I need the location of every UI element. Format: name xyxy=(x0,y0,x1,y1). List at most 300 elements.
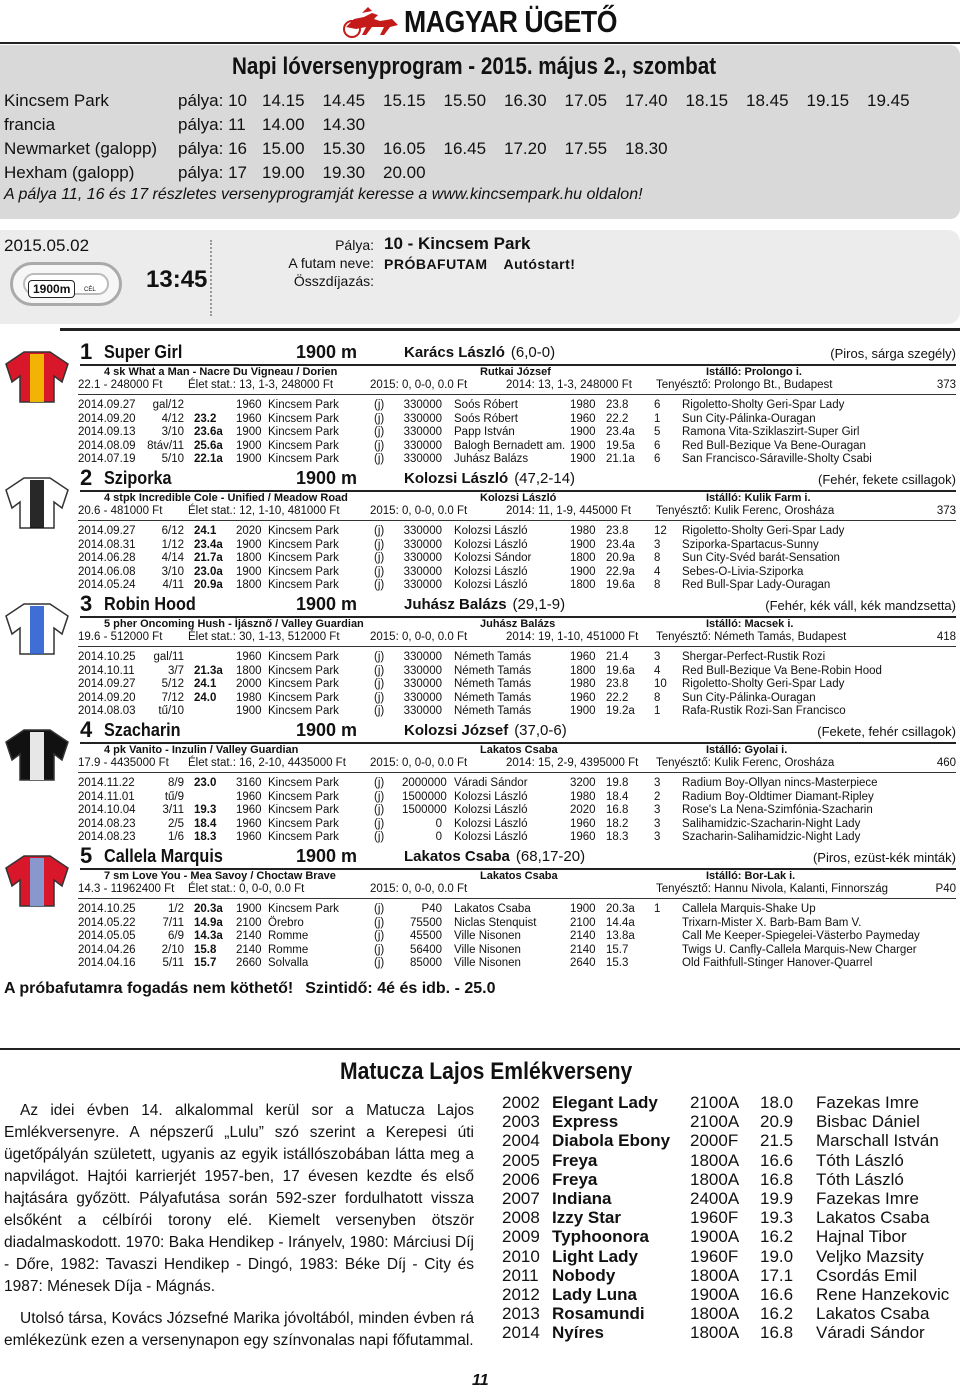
page-title: Napi lóversenyprogram - 2015. május 2., szombat xyxy=(232,53,717,80)
form-cell: 1960 xyxy=(236,804,262,816)
race-values xyxy=(384,234,575,274)
form-cell: Soós Róbert xyxy=(454,412,518,425)
race-time: 13:45 xyxy=(146,266,208,293)
form-cell: (j) xyxy=(374,831,385,843)
form-row xyxy=(78,777,958,791)
form-row xyxy=(78,552,958,566)
form-cell: 1500000 xyxy=(402,790,447,803)
form-cell: 4/12 xyxy=(161,412,184,425)
time-slot: 14.30 xyxy=(322,115,366,134)
form-cell: Kincsem Park xyxy=(268,538,339,551)
form-cell: 1900 xyxy=(570,538,596,551)
form-cell: 1800 xyxy=(236,552,262,564)
best-time: 19.6 - 512000 Ft xyxy=(78,631,163,643)
form-cell: 1 xyxy=(654,705,661,717)
form-cell: 16.8 xyxy=(606,804,629,816)
form-cell: 14.9a xyxy=(194,916,223,929)
form-cell: Ville Nisonen xyxy=(454,943,521,956)
form-cell: Kolozsi László xyxy=(454,790,528,803)
stable: Istálló: Bor-Lak i. xyxy=(706,870,796,882)
form-cell: 2140 xyxy=(236,930,262,942)
form-row xyxy=(78,930,958,944)
prev-year-stat: 2014: 11, 1-9, 445000 Ft xyxy=(506,505,632,517)
form-cell: 20.3a xyxy=(606,903,635,915)
form-table xyxy=(78,903,958,971)
form-cell: 21.4 xyxy=(606,651,629,663)
form-cell: 330000 xyxy=(403,691,442,704)
winner-row xyxy=(502,1151,942,1170)
form-row xyxy=(78,692,958,706)
form-cell: 19.3 xyxy=(194,804,217,816)
winner-cell: Váradi Sándor xyxy=(816,1323,925,1343)
time-slot: 14.15 xyxy=(262,91,305,110)
form-cell: 23.4a xyxy=(606,426,635,438)
form-cell: 1960 xyxy=(236,817,262,830)
driver xyxy=(404,848,585,865)
time-slot: 14.45 xyxy=(322,91,366,110)
breeder: Tenyésztő: Kulik Ferenc, Orosháza xyxy=(656,757,835,769)
driver-stat: (37,0-6) xyxy=(514,722,567,739)
runner-number: 2 xyxy=(80,465,93,490)
form-cell: 7/11 xyxy=(162,916,184,929)
form-cell: 8 xyxy=(654,552,661,564)
form-cell: 3 xyxy=(654,777,661,789)
pedigree: 5 pher Oncoming Hush - Íjásznő / Valley Guardian xyxy=(104,618,364,630)
form-cell: 6/12 xyxy=(161,525,184,537)
winner-cell: 16.6 xyxy=(760,1284,794,1304)
runner-id: P40 xyxy=(935,883,956,895)
form-cell: (j) xyxy=(374,664,385,677)
form-cell: (j) xyxy=(374,412,385,425)
form-cell: Sziporka-Spartacus-Sunny xyxy=(682,538,819,551)
form-cell: 24.1 xyxy=(194,525,217,537)
form-cell: Kincsem Park xyxy=(268,412,339,425)
runner-number: 4 xyxy=(80,717,93,742)
form-cell: tű/9 xyxy=(164,790,184,803)
time-slot: 17.55 xyxy=(564,139,608,158)
form-cell: 14.4a xyxy=(606,916,635,929)
form-cell: 1900 xyxy=(236,903,262,915)
time-slot: 15.00 xyxy=(262,139,305,158)
form-cell: (j) xyxy=(374,916,385,929)
winner-row xyxy=(502,1189,942,1208)
form-row xyxy=(78,791,958,805)
winner-row xyxy=(502,1323,942,1342)
winner-row xyxy=(502,1304,942,1323)
form-cell: Trixarn-Mister X. Barb-Bam Bam V. xyxy=(682,916,862,929)
label-prize: Összdíjazás: xyxy=(293,273,374,289)
form-cell: 3/10 xyxy=(161,426,184,438)
year-stat: 2015: 0, 0-0, 0.0 Ft xyxy=(370,505,468,517)
form-cell: 2014.10.25 xyxy=(78,903,136,915)
winner-cell: 19.9 xyxy=(760,1188,794,1208)
form-cell: 330000 xyxy=(403,453,442,465)
runner-number: 1 xyxy=(80,339,93,364)
form-cell: 1900 xyxy=(570,565,596,578)
stats-divider xyxy=(78,646,956,647)
winner-cell: Typhoonora xyxy=(552,1227,649,1247)
form-table xyxy=(78,399,958,467)
form-cell: 25.6a xyxy=(194,439,223,452)
form-cell: 1900 xyxy=(236,439,262,452)
winner-cell: Indiana xyxy=(552,1188,612,1208)
form-cell: San Francisco-Sáraville-Sholty Csabi xyxy=(682,453,872,465)
form-cell: 1900 xyxy=(570,453,596,465)
form-cell: Old Faithfull-Stinger Hanover-Quarrel xyxy=(682,957,873,969)
form-cell: tű/10 xyxy=(158,705,184,717)
form-cell: Kincsem Park xyxy=(268,579,339,591)
time-slot: 16.30 xyxy=(504,91,547,110)
form-cell: 3/11 xyxy=(162,804,184,816)
form-row xyxy=(78,525,958,539)
schedule-row xyxy=(4,162,444,184)
driver-stat: (68,17-20) xyxy=(515,848,586,865)
winner-cell: 17.1 xyxy=(760,1265,794,1285)
form-cell: Kincsem Park xyxy=(268,790,339,803)
winner-cell: 2003 xyxy=(502,1112,540,1132)
year-stat: 2015: 0, 0-0, 0.0 Ft xyxy=(370,379,468,391)
form-cell: 2014.09.27 xyxy=(78,678,136,690)
winner-cell: 2005 xyxy=(502,1150,540,1170)
winner-cell: Freya xyxy=(552,1169,598,1189)
form-cell: 1500000 xyxy=(402,804,447,816)
form-cell: 85000 xyxy=(410,957,442,969)
label-race-name: A futam neve: xyxy=(288,255,374,271)
form-cell: Kincsem Park xyxy=(268,903,339,915)
section-divider xyxy=(60,328,960,331)
form-cell: 1900 xyxy=(570,426,596,438)
winner-cell: 2008 xyxy=(502,1208,540,1228)
form-cell: 1900 xyxy=(570,903,596,915)
form-cell: 2014.04.26 xyxy=(78,943,136,956)
form-cell: Romme xyxy=(268,930,309,942)
form-cell: Kincsem Park xyxy=(268,426,339,438)
winner-cell: Diabola Ebony xyxy=(552,1131,671,1151)
form-row xyxy=(78,917,958,931)
form-cell: 330000 xyxy=(403,705,442,717)
form-cell: 8 xyxy=(654,579,661,591)
form-cell: 330000 xyxy=(403,412,442,425)
year-stat: 2015: 0, 0-0, 0.0 Ft xyxy=(370,757,468,769)
form-table xyxy=(78,651,958,719)
owner: Lakatos Csaba xyxy=(480,870,558,882)
form-cell: 2014.09.13 xyxy=(78,426,136,438)
form-cell: 2014.08.23 xyxy=(78,817,136,830)
schedule-times xyxy=(262,163,444,183)
form-cell: Rigoletto-Sholty Geri-Spar Lady xyxy=(682,525,845,537)
form-cell: 56400 xyxy=(410,943,442,956)
form-row xyxy=(78,453,958,467)
jockey-silk-icon xyxy=(4,474,70,530)
form-row xyxy=(78,566,958,580)
time-slot: 16.05 xyxy=(383,139,426,158)
form-cell: Kincsem Park xyxy=(268,804,339,816)
jockey-silk-icon xyxy=(4,852,70,908)
horse-name: Super Girl xyxy=(104,342,183,362)
winner-cell: 19.3 xyxy=(760,1208,794,1228)
form-cell: 330000 xyxy=(403,651,442,663)
winner-cell: 1800A xyxy=(690,1323,740,1343)
prev-year-stat: 2014: 15, 2-9, 4395000 Ft xyxy=(506,757,639,769)
silk-colors-text: (Fekete, fehér csillagok) xyxy=(817,724,956,739)
form-cell: 2014.05.24 xyxy=(78,579,136,591)
time-slot: 17.20 xyxy=(504,139,547,158)
form-cell: Sun City-Svéd barát-Sensation xyxy=(682,552,840,564)
form-cell: 0 xyxy=(435,817,442,830)
runner-card xyxy=(0,339,960,466)
runner-card xyxy=(0,717,960,844)
schedule-row xyxy=(4,138,686,160)
best-time: 20.6 - 481000 Ft xyxy=(78,505,163,517)
driver-name: Kolozsi László xyxy=(404,470,509,487)
breeder: Tenyésztő: Hannu Nivola, Kalanti, Finnország xyxy=(656,883,889,895)
form-cell: Németh Tamás xyxy=(454,678,532,690)
form-cell: 1800 xyxy=(570,552,596,564)
betting-note-text: A próbafutamra fogadás nem köthető! xyxy=(4,980,294,997)
form-cell: 3/10 xyxy=(161,565,184,578)
winner-cell: 1800A xyxy=(690,1304,740,1324)
form-cell: Kincsem Park xyxy=(268,678,339,690)
form-row xyxy=(78,957,958,971)
form-cell: 330000 xyxy=(403,525,442,537)
schedule-track: pálya: 16 xyxy=(178,139,247,158)
form-cell: 20.9a xyxy=(194,579,223,591)
owner: Kolozsi László xyxy=(480,492,557,504)
horse-name: Szacharin xyxy=(104,720,181,740)
form-cell: Németh Tamás xyxy=(454,705,532,717)
driver xyxy=(404,470,575,487)
form-cell: Red Bull-Bezique Va Bene-Ouragan xyxy=(682,439,866,452)
form-cell: 21.1a xyxy=(606,453,635,465)
form-cell: 75500 xyxy=(410,916,442,929)
form-cell: 2014.08.23 xyxy=(78,831,136,843)
form-cell: 1 xyxy=(654,903,661,915)
form-row xyxy=(78,579,958,593)
form-cell: (j) xyxy=(374,691,385,704)
winner-cell: 2100A xyxy=(690,1112,740,1132)
time-slot: 16.45 xyxy=(443,139,487,158)
form-cell: Twigs U. Canfly-Callela Marquis-New Charger xyxy=(682,943,917,956)
runner-id: 460 xyxy=(936,757,956,769)
form-cell: 2014.09.20 xyxy=(78,691,136,704)
form-cell: 1960 xyxy=(236,831,262,843)
form-cell: Salihamidzic-Szacharin-Night Lady xyxy=(682,817,861,830)
runner-number: 5 xyxy=(80,843,93,868)
form-cell: 3 xyxy=(654,817,661,830)
winner-cell: Rene Hanzekovic xyxy=(816,1284,950,1304)
form-cell: 23.0 xyxy=(194,777,217,789)
winner-cell: Izzy Star xyxy=(552,1208,621,1228)
winner-cell: 1960F xyxy=(690,1208,739,1228)
form-cell: 1800 xyxy=(570,664,596,677)
form-cell: Németh Tamás xyxy=(454,691,532,704)
form-cell: 22.2 xyxy=(606,691,629,704)
schedule-track: pálya: 17 xyxy=(178,163,247,182)
winner-cell: Fazekas Imre xyxy=(816,1188,919,1208)
runner-distance: 1900 m xyxy=(296,594,358,614)
horse-name: Callela Marquis xyxy=(104,846,223,866)
stable: Istálló: Kulik Farm i. xyxy=(706,492,811,504)
schedule-times xyxy=(262,91,928,111)
silk-colors-text: (Piros, sárga szegély) xyxy=(830,346,956,361)
runner-stats xyxy=(78,631,956,645)
form-cell: 3200 xyxy=(570,777,596,789)
form-cell: 1/12 xyxy=(161,538,184,551)
winner-cell: Freya xyxy=(552,1150,598,1170)
form-row xyxy=(78,831,958,845)
time-slot: 15.30 xyxy=(322,139,366,158)
form-cell: 3 xyxy=(654,538,661,551)
winner-cell: Hajnal Tibor xyxy=(816,1227,907,1247)
brand-header xyxy=(340,4,652,40)
form-cell: 330000 xyxy=(403,552,442,564)
form-cell: 2014.06.08 xyxy=(78,565,136,578)
winner-cell: Lakatos Csaba xyxy=(816,1304,930,1324)
race-name: PRÓBAFUTAM xyxy=(384,256,488,272)
form-cell: 19.8 xyxy=(606,777,629,789)
form-cell: Sun City-Pálinka-Ouragan xyxy=(682,412,816,425)
form-cell: 2014.09.27 xyxy=(78,525,136,537)
form-cell: 4/14 xyxy=(161,552,184,564)
past-winners-table xyxy=(502,1093,950,1343)
schedule-row xyxy=(4,90,928,112)
winner-cell: 2004 xyxy=(502,1131,540,1151)
winner-cell: Nyíres xyxy=(552,1323,604,1343)
form-cell: 2014.11.01 xyxy=(78,790,135,803)
winner-cell: 2009 xyxy=(502,1227,540,1247)
schedule-note: A pálya 11, 16 és 17 részletes versenyprogramját keresse a www.kincsempark.hu oldalon! xyxy=(4,186,643,203)
form-cell: Radium Boy-Ollyan nincs-Masterpiece xyxy=(682,777,878,789)
form-cell: Romme xyxy=(268,943,309,956)
winner-cell: 16.8 xyxy=(760,1169,794,1189)
winner-cell: Marschall István xyxy=(816,1131,939,1151)
form-cell: Rose's La Nena-Szimfónia-Szacharin xyxy=(682,804,873,816)
best-time: 17.9 - 4435000 Ft xyxy=(78,757,169,769)
stats-divider xyxy=(78,520,956,521)
form-cell: Németh Tamás xyxy=(454,651,532,663)
runner-number: 3 xyxy=(80,591,93,616)
form-cell: 1960 xyxy=(570,831,596,843)
form-cell: Sebes-O-Livia-Sziporka xyxy=(682,565,804,578)
form-cell: 1960 xyxy=(570,412,596,425)
form-cell: Kolozsi László xyxy=(454,831,528,843)
form-cell: 12 xyxy=(654,525,667,537)
form-cell: 1900 xyxy=(236,453,262,465)
form-cell: Kincsem Park xyxy=(268,399,339,411)
winner-row xyxy=(502,1093,942,1112)
brand-name: MAGYAR ÜGETŐ xyxy=(404,4,618,39)
form-cell: 1800 xyxy=(570,579,596,591)
form-cell: 2014.05.22 xyxy=(78,916,136,929)
winner-cell: Nobody xyxy=(552,1265,616,1285)
winner-cell: Express xyxy=(552,1112,619,1132)
form-cell: Váradi Sándor xyxy=(454,777,528,789)
form-cell: (j) xyxy=(374,817,385,830)
form-cell: Kolozsi László xyxy=(454,579,528,591)
form-cell: 2014.07.19 xyxy=(78,453,136,465)
form-cell: Rigoletto-Sholty Geri-Spar Lady xyxy=(682,678,845,690)
form-cell: (j) xyxy=(374,552,385,564)
winner-cell: Lady Luna xyxy=(552,1284,638,1304)
schedule-times xyxy=(262,139,686,159)
form-cell: Papp István xyxy=(454,426,515,438)
stats-divider xyxy=(78,772,956,773)
form-cell: 1900 xyxy=(236,565,262,578)
form-cell: Kincsem Park xyxy=(268,777,339,789)
form-cell: 21.3a xyxy=(194,664,223,677)
form-cell: 2014.06.28 xyxy=(78,552,136,564)
form-cell: Ville Nisonen xyxy=(454,957,521,969)
form-cell: 1980 xyxy=(570,399,596,411)
winner-cell: 21.5 xyxy=(760,1131,794,1151)
form-cell: 1900 xyxy=(236,426,262,438)
form-cell: 21.7a xyxy=(194,552,223,564)
form-cell: 2020 xyxy=(236,525,262,537)
time-slot: 18.15 xyxy=(685,91,729,110)
form-cell: (j) xyxy=(374,565,385,578)
form-cell: Szacharin-Salihamidzic-Night Lady xyxy=(682,831,861,843)
form-cell: (j) xyxy=(374,957,385,969)
distance-badge: 1900m xyxy=(28,280,75,298)
driver-name: Kolozsi József xyxy=(404,722,509,739)
winner-cell: 16.6 xyxy=(760,1150,794,1170)
form-table xyxy=(78,777,958,845)
runner-id: 373 xyxy=(936,505,956,517)
form-cell: Sun City-Pálinka-Ouragan xyxy=(682,691,816,704)
form-cell: 1960 xyxy=(236,790,262,803)
form-cell: 1980 xyxy=(570,678,596,690)
form-cell: 15.7 xyxy=(194,957,217,969)
time-slot: 19.45 xyxy=(867,91,910,110)
race-labels xyxy=(260,236,374,290)
pedigree: 4 stpk Incredible Cole - Unified / Meadow Road xyxy=(104,492,348,504)
time-slot: 19.30 xyxy=(322,163,366,182)
time-slot: 14.00 xyxy=(262,115,305,134)
runner-card xyxy=(0,591,960,718)
form-cell: (j) xyxy=(374,804,385,816)
form-cell: 18.2 xyxy=(606,817,629,830)
race-start-type: Autóstart! xyxy=(503,256,576,272)
winner-row xyxy=(502,1284,950,1304)
form-cell: 1900 xyxy=(236,705,262,717)
form-row xyxy=(78,665,958,679)
form-cell: 330000 xyxy=(403,439,442,452)
winner-cell: 2014 xyxy=(502,1323,540,1343)
form-cell: 1980 xyxy=(236,691,262,704)
driver-name: Karács László xyxy=(404,344,505,361)
runner-stats xyxy=(78,883,956,897)
section-divider xyxy=(0,1048,960,1050)
driver-name: Juhász Balázs xyxy=(404,596,507,613)
stable: Istálló: Gyolai i. xyxy=(706,744,788,756)
time-slot: 18.30 xyxy=(625,139,668,158)
dotted-divider xyxy=(210,240,212,316)
form-cell: Németh Tamás xyxy=(454,664,532,677)
winner-cell: 2000F xyxy=(690,1131,739,1151)
schedule-venue: Newmarket (galopp) xyxy=(4,139,158,158)
memorial-text xyxy=(4,1100,474,1352)
form-cell: 2014.04.16 xyxy=(78,957,136,969)
form-cell: Kolozsi László xyxy=(454,565,528,578)
form-cell: Radium Boy-Oldtimer Diamant-Ripley xyxy=(682,790,874,803)
winner-cell: 2010 xyxy=(502,1246,540,1266)
start-time-note: Szintidő: 4é és idb. - 25.0 xyxy=(305,980,496,997)
form-cell: 19.6a xyxy=(606,664,635,677)
memorial-paragraph: Utolsó társa, Kovács Józsefné Marika jóvoltából, minden évben rá emlékezünk ezen a versenynapon egy színvonalas napi főfutammal. xyxy=(4,1310,474,1349)
form-row xyxy=(78,440,958,454)
pedigree: 4 sk What a Man - Nacre Du Vigneau / Dorien xyxy=(104,366,338,378)
form-cell: 1900 xyxy=(236,538,262,551)
